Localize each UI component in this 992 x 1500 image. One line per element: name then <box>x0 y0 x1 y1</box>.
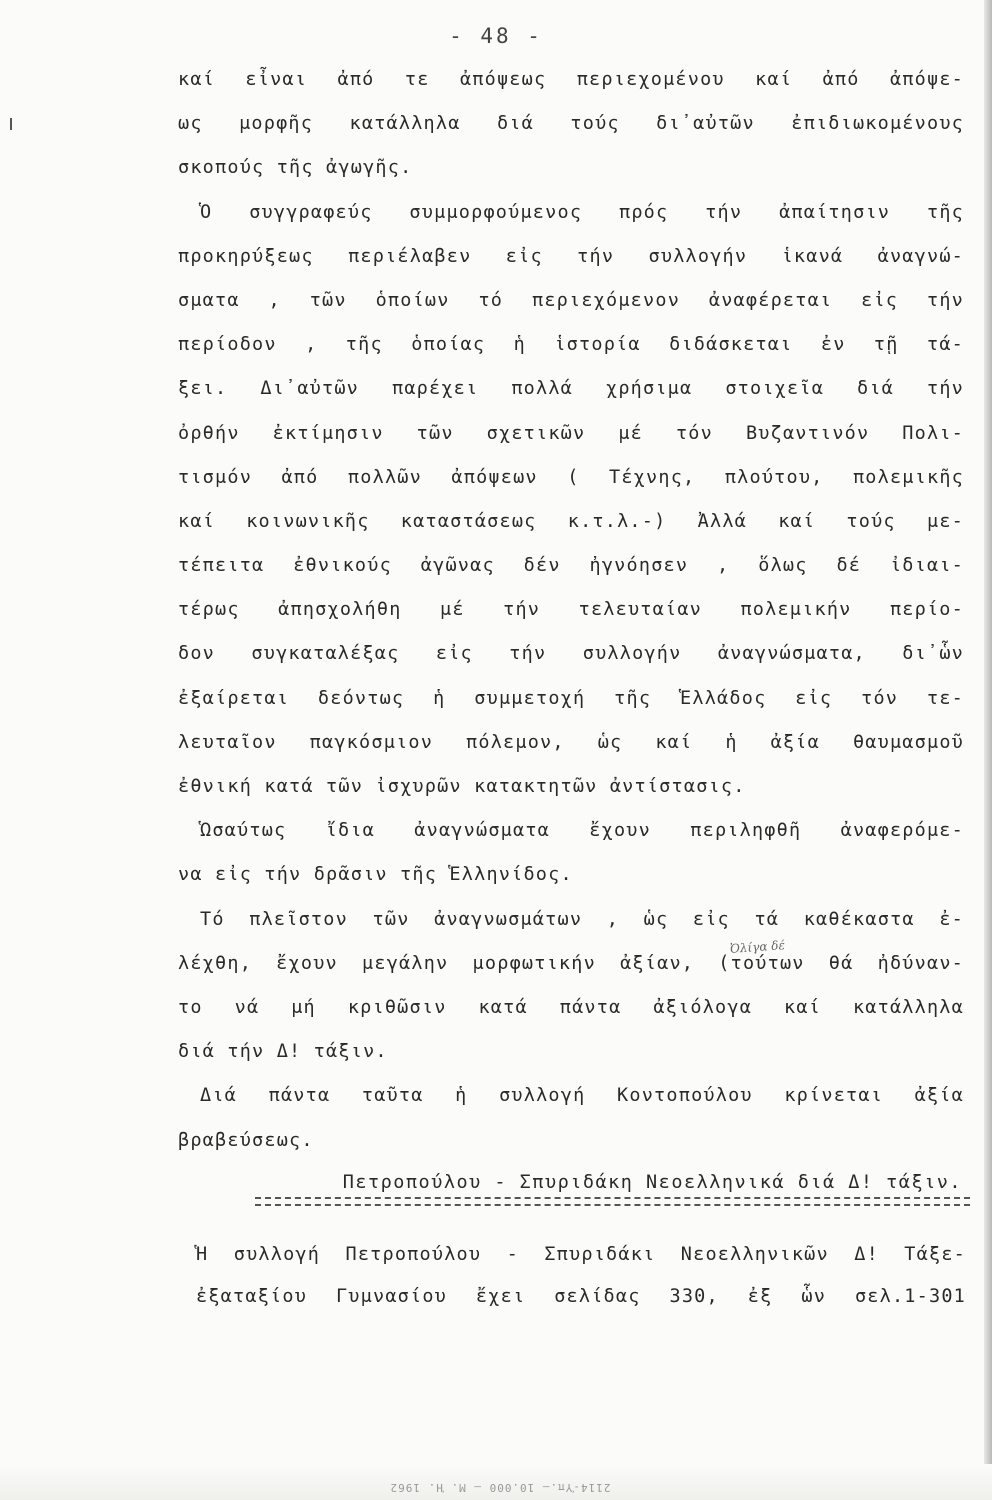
text-line: ξει. Δι᾽αὐτῶν παρέχει πολλά χρήσιμα στοιχεῖα διά τήν <box>178 378 964 400</box>
text-line: σκοπούς τῆς ἀγωγῆς. <box>178 157 413 179</box>
text-line: ἐξαίρεται δεόντως ἡ συμμετοχή τῆς Ἑλλάδος εἰς τόν τε- <box>178 687 964 709</box>
text-line: ως μορφῆς κατάλληλα διά τούς δι᾽αὐτῶν ἐπιδιωκομένους <box>178 113 964 135</box>
text-line: να εἰς τήν δρᾶσιν τῆς Ἑλληνίδος. <box>178 864 573 886</box>
text-line: ὀρθήν ἐκτίμησιν τῶν σχετικῶν μέ τόν Βυζαντινόν Πολι- <box>178 422 964 444</box>
text-line: Ὁ συγγραφεύς συμμορφούμενος πρός τήν ἀπαίτησιν τῆς <box>200 201 964 223</box>
text-line: περίοδον , τῆς ὁποίας ἡ ἱστορία διδάσκεται ἐν τῇ τά- <box>178 334 964 356</box>
text-line: καί κοινωνικῆς καταστάσεως κ.τ.λ.-) Ἀλλά καί τούς με- <box>178 510 964 532</box>
text-line: Ὡσαύτως ἴδια ἀναγνώσματα ἔχουν περιληφθῆ ἀναφερόμε- <box>200 820 964 842</box>
text-line: Ἡ συλλογή Πετροπούλου - Σπυριδάκι Νεοελληνικῶν Δ! Τάξε- <box>196 1244 966 1265</box>
text-line: Διά πάντα ταῦτα ἡ συλλογή Κοντοπούλου κρίνεται ἀξία <box>200 1085 964 1107</box>
text-line: τισμόν ἀπό πολλῶν ἀπόψεων ( Τέχνης, πλούτου, πολεμικῆς <box>178 466 964 488</box>
handwritten-annotation: Ὀλίγα δέ <box>729 938 786 956</box>
text-line: διά τήν Δ! τάξιν. <box>178 1041 388 1063</box>
printer-stamp: 2114-Ὑπ.— 10.000 — Μ. Ἡ. 1962 <box>389 1481 611 1494</box>
text-line: βραβεύσεως. <box>178 1129 314 1151</box>
text-line: σματα , τῶν ὁποίων τό περιεχόμενον ἀναφέρεται εἰς τήν <box>178 289 964 311</box>
text-line: ἐξαταξίου Γυμνασίου ἔχει σελίδας 330, ἐξ ὧν σελ.1-301 <box>196 1286 966 1307</box>
text-line: λέχθη, ἔχουν μεγάλην μορφωτικήν ἀξίαν, (τούτων θά ἠδύναν- <box>178 952 964 974</box>
margin-mark <box>10 118 12 130</box>
text-line: Τό πλεῖστον τῶν ἀναγνωσμάτων , ὡς εἰς τά καθέκαστα ἐ- <box>200 908 964 930</box>
text-line: τέρως ἀπησχολήθη μέ τήν τελευταίαν πολεμικήν περίο- <box>178 599 964 621</box>
text-line: τέπειτα ἐθνικούς ἀγῶνας δέν ἠγνόησεν , ὅλως δέ ἰδιαι- <box>178 555 964 577</box>
text-line: καί εἶναι ἀπό τε ἀπόψεως περιεχομένου καί ἀπό ἀπόψε- <box>178 69 964 90</box>
text-line: το νά μή κριθῶσιν κατά πάντα ἀξιόλογα καί κατάλληλα <box>178 996 964 1018</box>
section-heading-block <box>200 1172 970 1209</box>
double-dashed-rule <box>200 1195 970 1209</box>
text-line: δον συγκαταλέξας εἰς τήν συλλογήν ἀναγνώσματα, δι᾽ὧν <box>178 643 964 665</box>
text-line: προκηρύξεως περιέλαβεν εἰς τήν συλλογήν ἱκανά ἀναγνώ- <box>178 245 964 267</box>
body-text <box>178 58 964 1163</box>
section-body <box>196 1234 966 1318</box>
section-heading: Πετροπούλου - Σπυριδάκη Νεοελληνικά διά Δ! τάξιν. <box>342 1172 962 1193</box>
page-edge <box>984 0 992 1500</box>
page-number: - 48 - <box>449 24 543 48</box>
text-line: λευταῖον παγκόσμιον πόλεμον, ὡς καί ἡ ἀξία θαυμασμοῦ <box>178 731 964 753</box>
text-line: ἐθνική κατά τῶν ἰσχυρῶν κατακτητῶν ἀντίστασις. <box>178 776 746 797</box>
